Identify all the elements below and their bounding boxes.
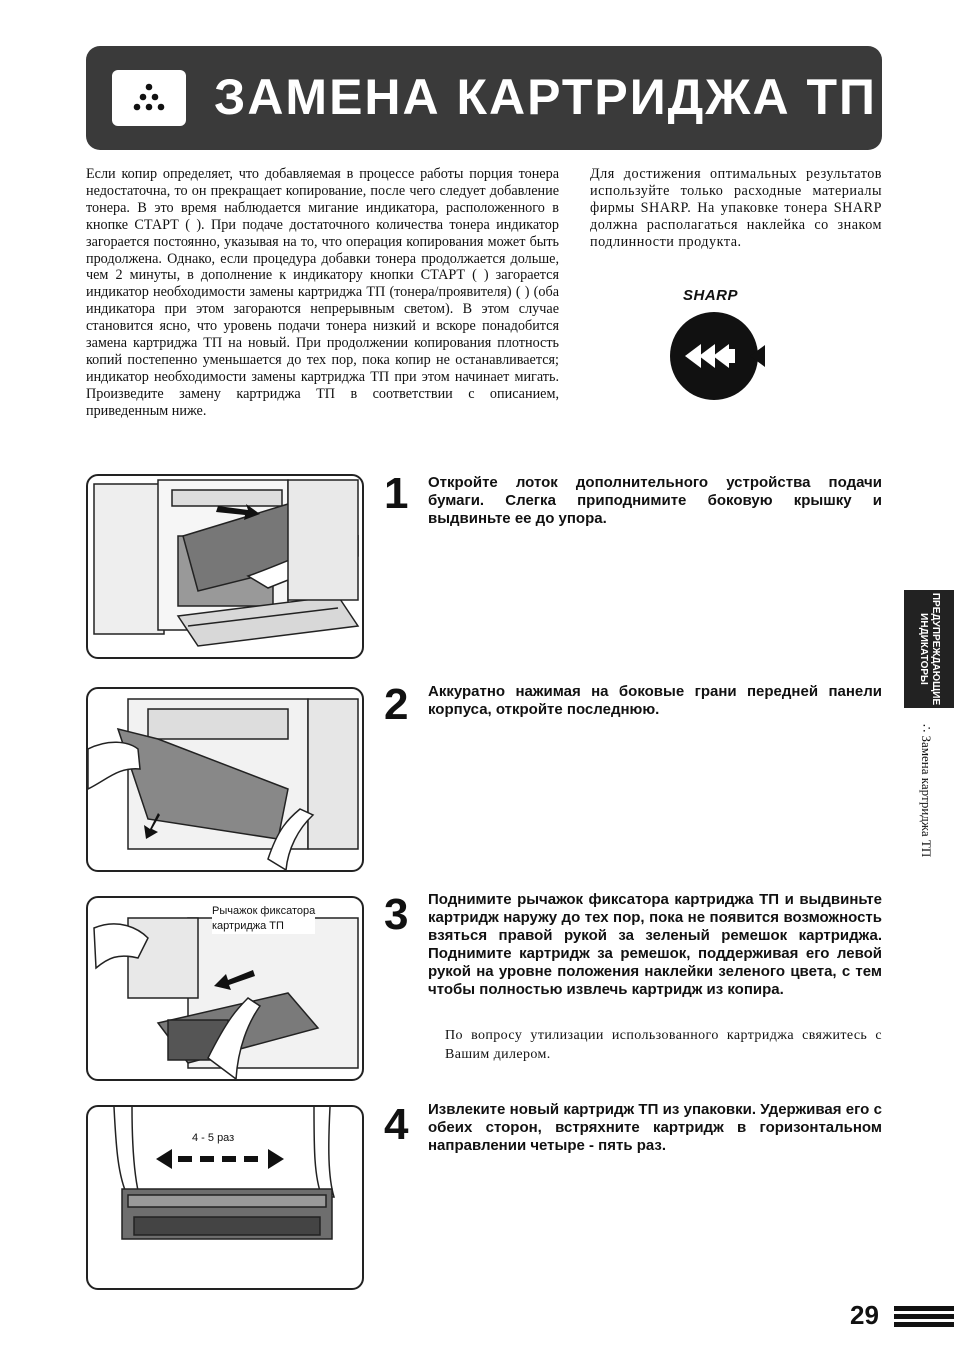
intro-paragraph: Если копир определяет, что добавляемая в процессе работы порция тонера недостаточна, то он прекращает копирование, после чего следует добавление тонера. В это время наблюдается мигание индикатора, расположенного в кнопке СТАРТ ( ). При подаче достаточного количества тонера индикатор загорается постоянно, указывая на то, что операция копирования может быть продолжена. Однако, если процедура добавки тонера продолжается дольше, чем 2 минуты, в дополнение к индикатору кнопки СТАРТ ( ) загорается индикатор необходимости замены картриджа ТП (тонера/проявителя) ( ) (оба индикатора при этом загораются непрерывным светом). В этом случае становится ясно, что уровень подачи тонера низкий и вскоре понадобится замена картриджа ТП на новый. При продолжении копирования плотность копий постепенно уменьшается до тех пор, пока копир не останавливается; индикатор необходимости замены картриджа ТП при этом начинает мигать. Произведите замену картриджа ТП в соответствии с описанием, приведенным ниже. xyxy=(86,166,559,419)
step-3-figure-label xyxy=(212,904,315,934)
step-2-number: 2 xyxy=(384,680,409,729)
side-tab-line2: ИНДИКАТОРЫ xyxy=(918,613,929,685)
step-4-number: 4 xyxy=(384,1100,409,1149)
step-3-figure-label-line2: картриджа ТП xyxy=(212,920,284,932)
step-2-text: Аккуратно нажимая на боковые грани передней панели корпуса, откройте последнюю. xyxy=(428,683,882,718)
step-3-figure-label-line1: Рычажок фиксатора xyxy=(212,905,316,917)
side-section-tab xyxy=(904,590,954,708)
sharp-logo: SHARP xyxy=(683,287,739,304)
page-title: ЗАМЕНА КАРТРИДЖА ТП xyxy=(214,69,877,125)
step-2-illustration xyxy=(86,687,364,872)
step-1-text: Откройте лоток дополнительного устройства подачи бумаги. Слегка приподнимите боковую крышку и выдвиньте ее до упора. xyxy=(428,474,882,527)
step-1-illustration xyxy=(86,474,364,659)
authenticity-sticker-icon xyxy=(669,311,765,401)
side-section-title: Замена картриджа ТП xyxy=(919,735,934,858)
side-toner-icon: ∴ xyxy=(919,724,934,736)
step-3-number: 3 xyxy=(384,890,409,939)
toner-dots-icon xyxy=(112,70,186,126)
step-4-text: Извлеките новый картридж ТП из упаковки. Удерживая его с обеих сторон, встряхните картридж в горизонтальном направлении четыре - пять раз. xyxy=(428,1101,882,1154)
title-banner xyxy=(86,46,882,150)
step-1-number: 1 xyxy=(384,469,409,518)
step-3-text: Поднимите рычажок фиксатора картриджа ТП и выдвиньте картридж наружу до тех пор, пока не появится возможность взяться правой рукой за зеленый ремешок картриджа. Поднимите картридж за ремешок, поддерживая его левой рукой на уровне положения наклейки зеленого цвета, с тем чтобы полностью извлечь картридж из копира. xyxy=(428,891,882,998)
intro-side-note: Для достижения оптимальных результатов используйте только расходные материалы фирмы SHARP. На упаковке тонера SHARP должна располагаться наклейка со знаком подлинности продукта. xyxy=(590,166,882,250)
page-number-bars xyxy=(894,1306,954,1328)
side-section-label xyxy=(917,724,935,904)
step-4-illustration xyxy=(86,1105,364,1290)
page-number: 29 xyxy=(850,1300,879,1330)
step-3-illustration xyxy=(86,896,364,1081)
step-3-note: По вопросу утилизации использованного картриджа свяжитесь с Вашим дилером. xyxy=(445,1028,882,1062)
step-4-figure-label: 4 - 5 раз xyxy=(192,1132,235,1144)
side-tab-line1: ПРЕДУПРЕЖДАЮЩИЕ xyxy=(930,592,941,706)
